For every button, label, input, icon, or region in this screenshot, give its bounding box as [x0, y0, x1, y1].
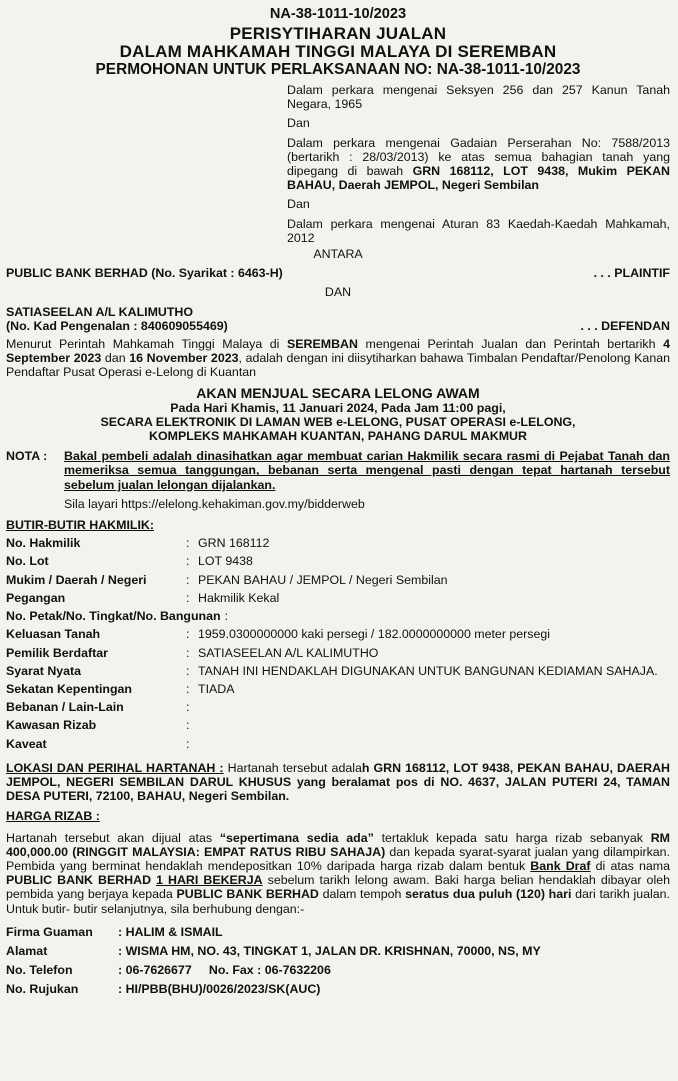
reserve-bank-2: PUBLIC BANK BERHAD	[176, 887, 319, 902]
matter-3: Dalam perkara mengenai Aturan 83 Kaedah-Kaedah Mahkamah, 2012	[287, 216, 670, 245]
order-text-2: mengenai Perintah Jualan dan Perintah bertarikh	[357, 337, 664, 352]
title-detail-row	[6, 627, 670, 641]
title-detail-key: No. Lot	[6, 554, 49, 569]
auction-venue-1: SECARA ELEKTRONIK DI LAMAN WEB e-LELONG, PUSAT OPERASI e-LELONG,	[100, 414, 576, 429]
contact-table	[6, 923, 670, 999]
nota-block	[6, 449, 670, 492]
auction-venue-2: KOMPLEKS MAHKAMAH KUANTAN, PAHANG DARUL MAKMUR	[149, 429, 527, 444]
reserve-t3: tertakluk kepada satu harga rizab sebanyak	[373, 830, 651, 845]
title-detail-key: No. Hakmilik	[6, 536, 81, 551]
contact-row	[6, 923, 670, 942]
title-detail-value: TANAH INI HENDAKLAH DIGUNAKAN UNTUK BANGUNAN KEDIAMAN SAHAJA.	[198, 663, 658, 678]
title-detail-key: Sekatan Kepentingan	[6, 681, 132, 696]
title-detail-sep: :	[186, 700, 190, 715]
reserve-t13: dalam tempoh	[318, 887, 406, 902]
title-detail-sep: :	[186, 554, 190, 569]
reserve-bank-1: PUBLIC BANK BERHAD	[6, 873, 152, 888]
title-detail-row	[6, 591, 670, 605]
defendant-ic: (No. Kad Pengenalan : 840609055469)	[6, 318, 228, 333]
application-number: PERMOHONAN UNTUK PERLAKSANAAN NO: NA-38-1011-10/2023	[95, 61, 581, 78]
contact-key: No. Rujukan	[6, 981, 79, 996]
contact-row	[6, 942, 670, 961]
matter-1: Dalam perkara mengenai Seksyen 256 dan 257 Kanun Tanah Negara, 1965	[287, 83, 670, 112]
order-text-4: , adalah dengan ini diisytiharkan bahawa Timbalan Pendaftar/Penolong Kanan Pendaftar Pusat Operasi e-Lelong di Kuantan	[6, 351, 670, 380]
title-detail-sep: :	[186, 645, 190, 660]
title-detail-value	[198, 718, 670, 732]
title-detail-value: PEKAN BAHAU / JEMPOL / Negeri Sembilan	[198, 572, 448, 587]
contact-row	[6, 980, 670, 999]
matter-2	[287, 136, 670, 193]
location-paragraph	[6, 761, 670, 804]
auction-date: Pada Hari Khamis, 11 Januari 2024, Pada Jam 11:00 pagi,	[170, 400, 506, 415]
contact-value: : HALIM & ISMAIL	[118, 924, 223, 939]
order-paragraph	[6, 337, 670, 380]
title-detail-row	[6, 700, 670, 714]
proclamation-document	[6, 6, 670, 999]
reserve-period: seratus dua puluh (120) hari	[405, 887, 572, 902]
title-detail-key: No. Petak/No. Tingkat/No. Bangunan	[6, 609, 221, 624]
document-title: PERISYTIHARAN JUALAN	[229, 24, 447, 43]
reserve-working-day: 1 HARI BEKERJA	[156, 873, 263, 888]
matter-dan-2: Dan	[287, 197, 310, 212]
title-detail-sep: :	[186, 663, 190, 678]
order-date-2: 16 November 2023	[129, 351, 239, 366]
contact-value: : 06-7626677 No. Fax : 06-7632206	[118, 962, 331, 977]
title-detail-row	[6, 646, 670, 660]
title-detail-key: Kawasan Rizab	[6, 718, 97, 733]
reserve-heading: HARGA RIZAB :	[6, 809, 100, 824]
title-detail-row	[6, 554, 670, 568]
nota-text: Bakal pembeli adalah dinasihatkan agar membuat carian Hakmilik secara rasmi di Pejabat Tanah dan memeriksa semua tanggungan, bebanan serta mengenal pasti dengan tepat hartanah tersebut sebelum jualan lelongan dijalankan.	[64, 449, 670, 492]
title-detail-value: Hakmilik Kekal	[198, 590, 280, 605]
plaintiff-name: PUBLIC BANK BERHAD (No. Syarikat : 6463-H)	[6, 266, 283, 281]
dan-separator: DAN	[324, 285, 352, 300]
location-heading: LOKASI DAN PERIHAL HARTANAH :	[6, 760, 224, 775]
case-number: NA-38-1011-10/2023	[269, 6, 407, 22]
title-detail-sep: :	[186, 590, 190, 605]
title-detail-value: GRN 168112	[198, 536, 270, 551]
reserve-t2: “sepertimana sedia ada”	[219, 830, 374, 845]
title-detail-row	[6, 573, 670, 587]
title-detail-row	[6, 536, 670, 550]
title-detail-row	[6, 718, 670, 732]
contact-key: No. Telefon	[6, 962, 73, 977]
order-court: SEREMBAN	[287, 337, 358, 352]
title-detail-value: TIADA	[198, 681, 235, 696]
defendant-row	[6, 319, 670, 333]
nota-label: NOTA :	[6, 449, 48, 464]
reserve-t7: di atas nama	[590, 858, 670, 873]
title-detail-row	[6, 737, 670, 751]
title-detail-sep: :	[186, 536, 190, 551]
title-detail-value: LOT 9438	[198, 554, 253, 569]
defendant-name: SATIASEELAN A/L KALIMUTHO	[6, 304, 194, 319]
title-detail-key: Kaveat	[6, 736, 47, 751]
title-detail-key: Pegangan	[6, 590, 66, 605]
defendant-role: . . . DEFENDAN	[580, 318, 670, 333]
reserve-paragraph	[6, 831, 670, 916]
antara-label: ANTARA	[313, 247, 363, 262]
title-details-heading: BUTIR-BUTIR HAKMILIK:	[6, 518, 154, 533]
title-detail-key: Mukim / Daerah / Negeri	[6, 572, 147, 587]
title-detail-sep: :	[186, 681, 190, 696]
reserve-bank-draf: Bank Draf	[530, 858, 591, 873]
plaintiff-row	[6, 266, 670, 280]
contact-key: Firma Guaman	[6, 924, 93, 939]
title-detail-value: 1959.0300000000 kaki persegi / 182.0000000000 meter persegi	[198, 627, 551, 642]
court-name: DALAM MAHKAMAH TINGGI MALAYA DI SEREMBAN	[119, 42, 557, 61]
contact-value: : WISMA HM, NO. 43, TINGKAT 1, JALAN DR. KRISHNAN, 70000, NS, MY	[118, 943, 541, 958]
reserve-t11: sebelum tarikh lelong awam. Baki harga belian hendaklah dibayar oleh pembida yang berjaya kepada	[6, 873, 670, 902]
title-details-table	[6, 536, 670, 750]
title-detail-sep: :	[186, 572, 190, 587]
title-detail-value	[198, 700, 670, 714]
order-text-3: dan	[101, 351, 130, 366]
contact-key: Alamat	[6, 943, 48, 958]
title-detail-sep: :	[186, 718, 190, 733]
matter-2-land: GRN 168112, LOT 9438, Mukim PEKAN BAHAU, Daerah JEMPOL, Negeri Sembilan	[287, 164, 670, 193]
auction-heading: AKAN MENJUAL SECARA LELONG AWAM	[196, 384, 480, 401]
title-detail-value	[198, 737, 670, 751]
title-detail-row	[6, 609, 670, 623]
bidder-url: Sila layari https://elelong.kehakiman.gov.my/bidderweb	[64, 496, 365, 511]
title-detail-row	[6, 682, 670, 696]
reserve-price: RM 400,000.00 (RINGGIT MALAYSIA: EMPAT RATUS RIBU SAHAJA)	[6, 830, 670, 859]
title-detail-value: SATIASEELAN A/L KALIMUTHO	[198, 645, 379, 660]
order-text-1: Menurut Perintah Mahkamah Tinggi Malaya di	[6, 337, 288, 352]
title-detail-key: Syarat Nyata	[6, 663, 82, 678]
title-detail-key: Bebanan / Lain-Lain	[6, 700, 124, 715]
reserve-t15: dari tarikh jualan. Untuk butir- butir selanjutnya, sila berhubung dengan:-	[6, 887, 670, 916]
reserve-t5: dan kepada syarat-syarat jualan yang dilampirkan. Pembida yang berminat hendaklah mendepositkan 10% daripada harga rizab dalam bentuk	[6, 844, 670, 873]
title-detail-sep: :	[186, 627, 190, 642]
matter-2-text: Dalam perkara mengenai Gadaian Perserahan No: 7588/2013 (bertarikh : 28/03/2013) ke atas semua bahagian tanah yang dipegang di bawah	[287, 135, 670, 179]
title-detail-key: Keluasan Tanah	[6, 627, 101, 642]
plaintiff-role: . . . PLAINTIF	[593, 266, 670, 281]
title-detail-row	[6, 664, 670, 678]
contact-value: : HI/PBB(BHU)/0026/2023/SK(AUC)	[118, 981, 321, 996]
title-detail-key: Pemilik Berdaftar	[6, 645, 108, 660]
location-text-2: h GRN 168112, LOT 9438, PEKAN BAHAU, DAERAH JEMPOL, NEGERI SEMBILAN DARUL KHUSUS yang beralamat pos di NO. 4637, JALAN PUTERI 24, TAMAN DESA PUTERI, 72100, BAHAU, Negeri Sembilan.	[6, 760, 671, 804]
location-text-1: Hartanah tersebut adala	[223, 760, 362, 775]
matter-dan-1: Dan	[287, 116, 310, 131]
contact-row	[6, 961, 670, 980]
title-detail-sep: :	[186, 736, 190, 751]
order-date-1: 4 September 2023	[6, 337, 670, 366]
title-detail-sep: :	[224, 609, 229, 624]
reserve-t1: Hartanah tersebut akan dijual atas	[6, 830, 220, 845]
